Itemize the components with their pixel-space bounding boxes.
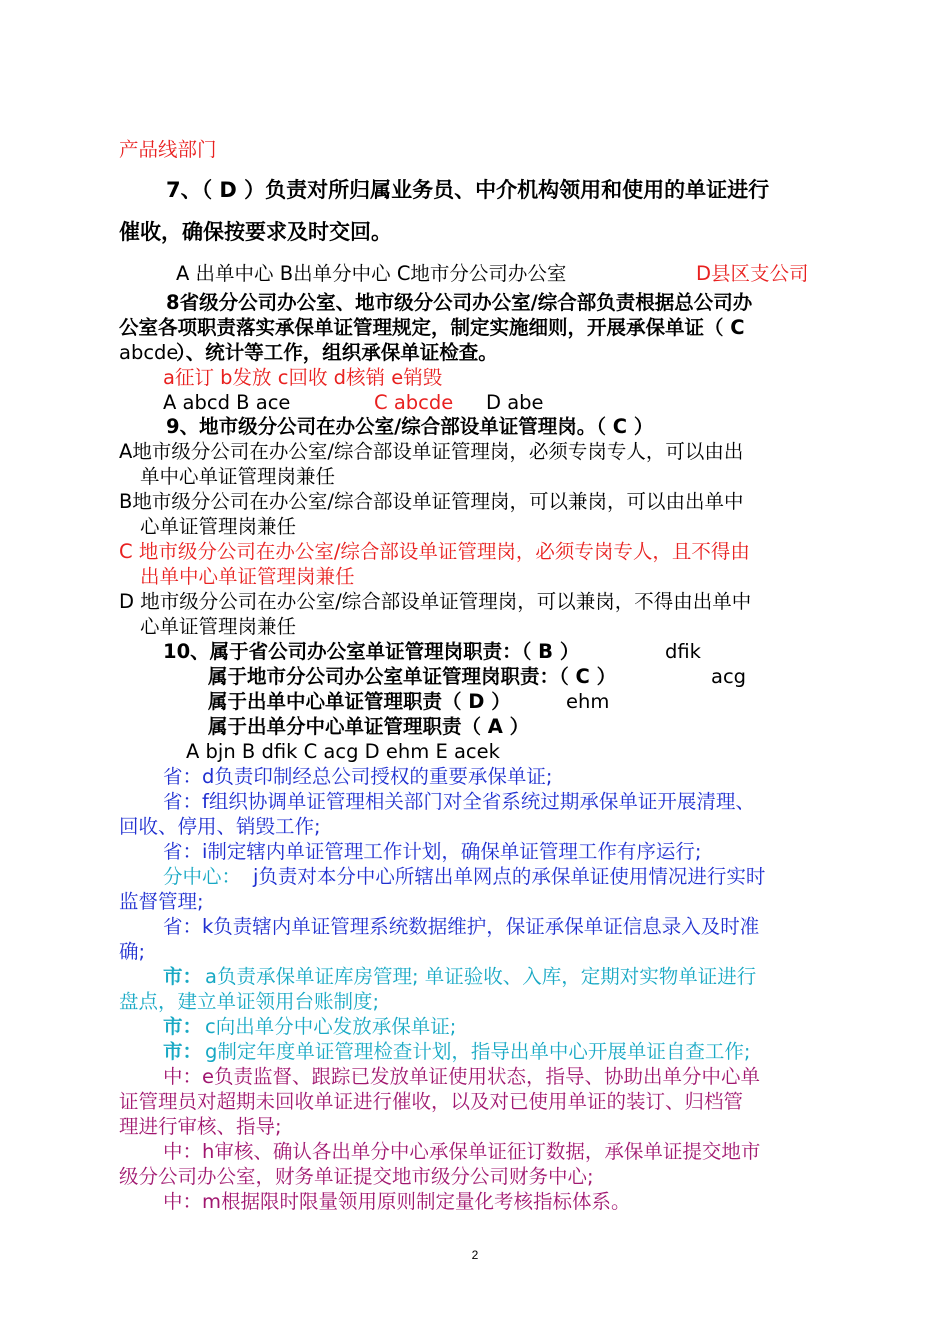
note-line: 中：e负责监督、跟踪已发放单证使用状态，指导、协助出单分中心单 xyxy=(163,1065,760,1088)
note-label: 分中心： xyxy=(163,865,242,888)
answer-letters: acg xyxy=(711,665,747,688)
note-line: 省：k负责辖内单证管理系统数据维护，保证承保单证信息录入及时准 xyxy=(163,915,760,938)
question-10-line: 属于出单中心单证管理职责（ D ） xyxy=(208,690,511,713)
question-9-line: 9、地市级分公司在办公室/综合部设单证管理岗。（ C ） xyxy=(166,415,654,438)
answer-option: C abcde xyxy=(374,391,454,414)
note-line: 回收、停用、销毁工作; xyxy=(119,815,321,838)
answer-letters: ehm xyxy=(566,690,610,713)
option-a: 单中心单证管理岗兼任 xyxy=(140,465,336,488)
option-b: B地市级分公司在办公室/综合部设单证管理岗，可以兼岗，可以由出单中 xyxy=(119,490,744,513)
note-line: g制定年度单证管理检查计划，指导出单中心开展单证自查工作; xyxy=(205,1040,751,1063)
option-a: A地市级分公司在办公室/综合部设单证管理岗，必须专岗专人，可以由出 xyxy=(119,440,744,463)
option-d: D 地市级分公司在办公室/综合部设单证管理岗，可以兼岗，不得由出单中 xyxy=(119,590,752,613)
note-line: j负责对本分中心所辖出单网点的承保单证使用情况进行实时 xyxy=(253,865,766,888)
note-line: 级分公司办公室，财务单证提交地市级分公司财务中心; xyxy=(119,1165,594,1188)
options-line: D abe xyxy=(486,391,544,414)
question-8-line: 8省级分公司办公室、地市级分公司办公室/综合部负责根据总公司办 xyxy=(166,291,753,314)
option-d: 心单证管理岗兼任 xyxy=(140,615,297,638)
note-line: 省：i制定辖内单证管理工作计划，确保单证管理工作有序运行; xyxy=(163,840,702,863)
question-10-line: 属于出单分中心单证管理职责（ A ） xyxy=(208,715,530,738)
question-8-line: 公室各项职责落实承保单证管理规定，制定实施细则，开展承保单证（ C xyxy=(119,316,745,339)
note-line: 中：h审核、确认各出单分中心承保单证征订数据，承保单证提交地市 xyxy=(163,1140,761,1163)
note-line: 确; xyxy=(119,940,146,963)
option-c-answer: C 地市级分公司在办公室/综合部设单证管理岗，必须专岗专人，且不得由 xyxy=(119,540,750,563)
option-b: 心单证管理岗兼任 xyxy=(140,515,297,538)
note-line: 监督管理; xyxy=(119,890,204,913)
question-7-line: 催收，确保按要求及时交回。 xyxy=(119,220,392,244)
note-line: 盘点，建立单证领用台账制度; xyxy=(119,990,380,1013)
text-line: 产品线部门 xyxy=(119,138,217,161)
note-label: 市： xyxy=(163,1040,203,1063)
note-line: 省：f组织协调单证管理相关部门对全省系统过期承保单证开展清理、 xyxy=(163,790,755,813)
answer-option: D县区支公司 xyxy=(696,262,809,285)
note-line: 省：d负责印制经总公司授权的重要承保单证; xyxy=(163,765,553,788)
option-c-answer: 出单中心单证管理岗兼任 xyxy=(140,565,355,588)
note-line: a负责承保单证库房管理; 单证验收、入库，定期对实物单证进行 xyxy=(205,965,757,988)
options-line: A abcd B ace xyxy=(163,391,291,414)
note-line: 中：m根据限时限量领用原则制定量化考核指标体系。 xyxy=(163,1190,631,1213)
question-8-line: ）、统计等工作，组织承保单证检查。 xyxy=(176,341,498,364)
note-label: 市： xyxy=(163,965,203,988)
page-number: 2 xyxy=(471,1248,479,1262)
question-10-line: 属于地市分公司办公室单证管理岗职责：（ C ） xyxy=(208,665,617,688)
options-line: A bjn B dfik C acg D ehm E acek xyxy=(186,740,500,763)
answer-letters: dfik xyxy=(665,640,701,663)
answer-items: a征订 b发放 c回收 d核销 e销毁 xyxy=(163,366,443,389)
options-line: A 出单中心 B出单分中心 C地市分公司办公室 xyxy=(176,262,567,285)
question-8-blank: abcde xyxy=(119,341,179,364)
question-7-line: 7、（ D ）负责对所归属业务员、中介机构领用和使用的单证进行 xyxy=(166,178,770,202)
note-line: c向出单分中心发放承保单证; xyxy=(205,1015,457,1038)
question-10-line: 10、属于省公司办公室单证管理岗职责：（ B ） xyxy=(163,640,580,663)
note-label: 市： xyxy=(163,1015,203,1038)
note-line: 证管理员对超期未回收单证进行催收，以及对已使用单证的装订、归档管 xyxy=(119,1090,744,1113)
note-line: 理进行审核、指导; xyxy=(119,1115,282,1138)
